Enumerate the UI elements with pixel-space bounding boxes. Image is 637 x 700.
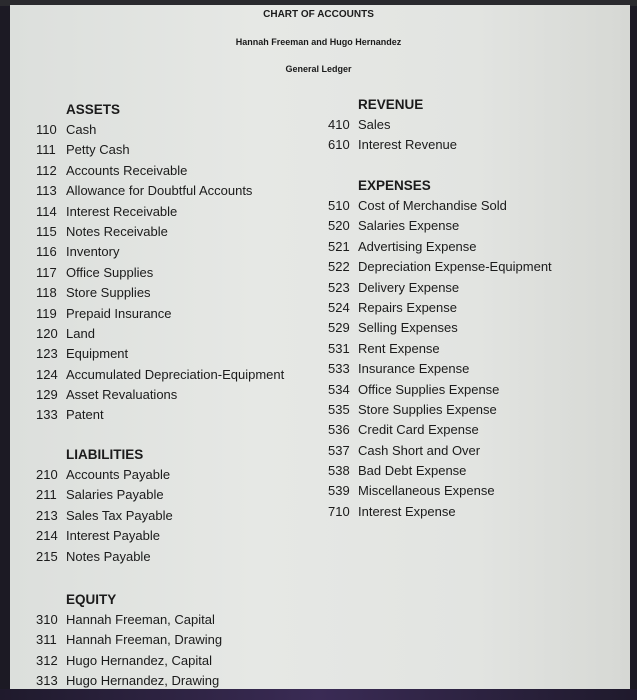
account-row [328, 257, 552, 277]
account-row [328, 339, 552, 359]
account-row [36, 671, 222, 691]
account-row [36, 263, 284, 283]
account-row [36, 465, 173, 485]
account-number: 117 [36, 264, 57, 280]
account-row [36, 405, 284, 425]
account-number: 533 [328, 361, 350, 377]
account-row [36, 242, 284, 262]
account-row [328, 481, 552, 501]
liabilities-section [36, 445, 173, 567]
account-name: Interest Expense [358, 503, 456, 519]
account-row [328, 135, 457, 155]
account-name: Interest Receivable [66, 203, 178, 219]
account-name: Allowance for Doubtful Accounts [66, 183, 253, 199]
equity-section [36, 590, 222, 692]
account-number: 524 [328, 299, 350, 315]
account-number: 538 [328, 463, 350, 479]
account-number: 535 [328, 401, 350, 417]
account-number: 214 [36, 528, 58, 544]
account-name: Petty Cash [66, 142, 130, 158]
account-name: Store Supplies [66, 285, 151, 301]
account-name: Advertising Expense [358, 238, 477, 254]
account-name: Interest Revenue [358, 137, 458, 153]
account-number: 215 [36, 548, 58, 564]
section-heading: REVENUE [358, 97, 424, 112]
account-name: Depreciation Expense-Equipment [358, 259, 552, 275]
section-heading: ASSETS [66, 102, 121, 117]
account-row [36, 610, 222, 630]
account-name: Accounts Payable [66, 467, 171, 482]
account-number: 114 [36, 203, 57, 219]
account-number: 113 [36, 183, 57, 199]
account-name: Delivery Expense [358, 279, 460, 295]
account-name: Repairs Expense [358, 299, 457, 315]
account-number: 123 [36, 346, 58, 362]
account-number: 210 [36, 467, 58, 482]
account-number: 112 [36, 162, 57, 178]
account-row [36, 385, 284, 405]
account-name: Office Supplies Expense [358, 381, 500, 397]
account-row [36, 526, 173, 546]
account-number: 529 [328, 320, 350, 336]
account-number: 110 [36, 122, 57, 137]
account-row [328, 461, 552, 481]
account-row [36, 324, 284, 344]
account-number: 133 [36, 407, 58, 423]
account-row [328, 237, 552, 257]
account-name: Equipment [66, 346, 129, 362]
account-name: Cost of Merchandise Sold [358, 198, 507, 213]
account-name: Asset Revaluations [66, 387, 178, 403]
account-number: 115 [36, 223, 57, 239]
account-number: 116 [36, 244, 57, 260]
account-number: 410 [328, 117, 350, 132]
account-row [328, 420, 552, 440]
account-name: Cash [66, 122, 97, 137]
account-number: 610 [328, 137, 350, 153]
account-name: Notes Payable [66, 548, 151, 564]
account-number: 312 [36, 652, 58, 668]
revenue-section [328, 95, 457, 156]
account-name: Notes Receivable [66, 223, 168, 239]
account-name: Selling Expenses [358, 320, 458, 336]
account-row [36, 222, 284, 242]
account-number: 523 [328, 279, 350, 295]
account-name: Prepaid Insurance [66, 305, 172, 321]
account-row [36, 181, 284, 201]
account-row [328, 298, 552, 318]
account-number: 531 [328, 340, 350, 356]
account-row [36, 161, 284, 181]
account-number: 534 [328, 381, 350, 397]
account-row [328, 278, 552, 298]
section-heading: EQUITY [66, 592, 117, 607]
account-row [36, 651, 222, 671]
account-name: Interest Payable [66, 528, 160, 544]
account-number: 211 [36, 487, 57, 503]
account-number: 539 [328, 483, 350, 499]
account-name: Hugo Hernandez, Capital [66, 652, 212, 668]
account-number: 311 [36, 632, 57, 648]
account-name: Cash Short and Over [358, 442, 481, 458]
account-number: 213 [36, 507, 58, 523]
account-row [36, 344, 284, 364]
account-number: 710 [328, 503, 350, 519]
account-number: 536 [328, 422, 350, 438]
section-heading: LIABILITIES [66, 447, 144, 462]
account-name: Hannah Freeman, Capital [66, 612, 215, 627]
account-name: Salaries Expense [358, 218, 460, 234]
account-row [328, 359, 552, 379]
account-name: Sales Tax Payable [66, 507, 173, 523]
account-number: 521 [328, 238, 350, 254]
account-name: Land [66, 325, 95, 341]
account-name: Bad Debt Expense [358, 463, 467, 479]
account-row [36, 202, 284, 222]
account-number: 520 [328, 218, 350, 234]
account-name: Sales [358, 117, 391, 132]
account-row [36, 485, 173, 505]
account-name: Hugo Hernandez, Drawing [66, 673, 220, 689]
account-row [328, 318, 552, 338]
account-number: 111 [36, 142, 56, 158]
account-row [36, 547, 173, 567]
account-row [36, 304, 284, 324]
account-name: Store Supplies Expense [358, 401, 497, 417]
account-row [36, 630, 222, 650]
account-row [328, 380, 552, 400]
account-number: 522 [328, 259, 350, 275]
account-name: Accumulated Depreciation-Equipment [66, 366, 285, 382]
account-row [36, 120, 284, 140]
expenses-section [328, 176, 552, 522]
account-name: Salaries Payable [66, 487, 164, 503]
account-number: 537 [328, 442, 350, 458]
account-name: Patent [66, 407, 104, 423]
document-title: CHART OF ACCOUNTS [263, 9, 374, 20]
account-row [328, 400, 552, 420]
account-row [36, 506, 173, 526]
account-name: Hannah Freeman, Drawing [66, 632, 223, 648]
account-number: 510 [328, 198, 350, 213]
account-number: 124 [36, 366, 58, 382]
account-number: 129 [36, 387, 58, 403]
account-number: 310 [36, 612, 58, 627]
account-number: 119 [36, 305, 57, 321]
account-row [36, 365, 284, 385]
section-heading: EXPENSES [358, 178, 431, 193]
account-row [328, 196, 552, 216]
account-number: 118 [36, 285, 57, 301]
account-number: 313 [36, 673, 58, 689]
account-name: Miscellaneous Expense [358, 483, 495, 499]
ledger-line: General Ledger [285, 64, 352, 74]
account-name: Inventory [66, 244, 120, 260]
account-name: Office Supplies [66, 264, 154, 280]
account-row [328, 216, 552, 236]
assets-section [36, 100, 284, 426]
account-row [328, 441, 552, 461]
account-row [36, 283, 284, 303]
account-name: Credit Card Expense [358, 422, 479, 438]
account-name: Rent Expense [358, 340, 440, 356]
owners-line: Hannah Freeman and Hugo Hernandez [235, 37, 402, 47]
account-row [328, 502, 552, 522]
account-name: Insurance Expense [358, 361, 470, 377]
account-number: 120 [36, 325, 58, 341]
account-name: Accounts Receivable [66, 162, 188, 178]
account-row [328, 115, 457, 135]
account-row [36, 140, 284, 160]
